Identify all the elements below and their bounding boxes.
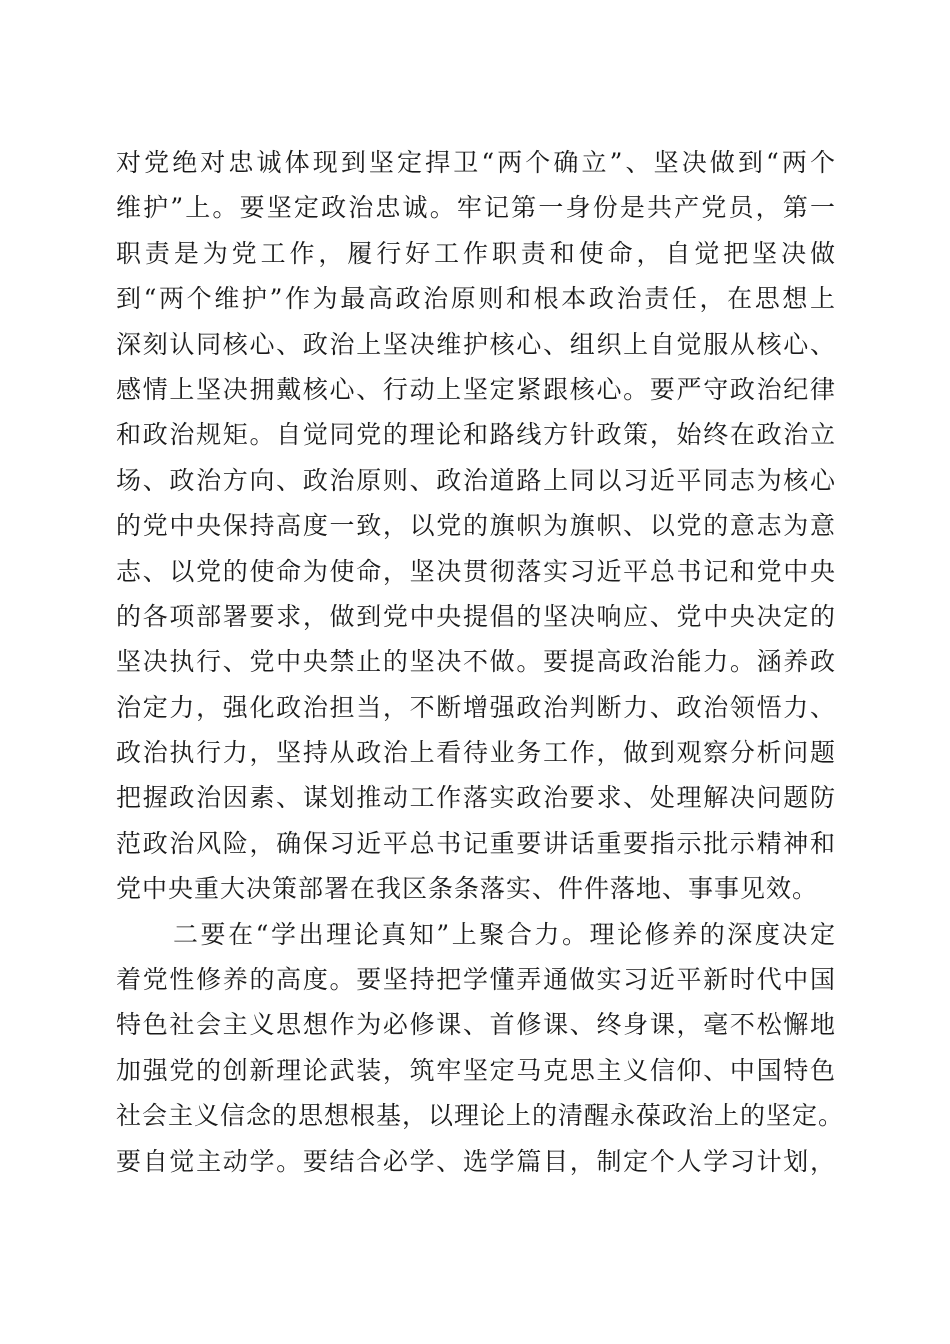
text-line-17: 党中央重大决策部署在我区条条落实、件件落地、事事见效。 [116, 874, 819, 904]
text-line-7: 和政治规矩。自觉同党的理论和路线方针政策，始终在政治立 [116, 420, 836, 450]
text-line-23: 要自觉主动学。要结合必学、选学篇目，制定个人学习计划， [116, 1146, 836, 1176]
text-line-1: 对党绝对忠诚体现到坚定捍卫“两个确立”、坚决做到“两个 [116, 148, 836, 177]
text-line-14: 政治执行力，坚持从政治上看待业务工作，做到观察分析问题 [116, 738, 836, 768]
text-line-16: 范政治风险，确保习近平总书记重要讲话重要指示批示精神和 [116, 828, 836, 858]
text-line-21: 加强党的创新理论武装，筑牢坚定马克思主义信仰、中国特色 [116, 1055, 836, 1085]
text-line-22: 社会主义信念的思想根基，以理论上的清醒永葆政治上的坚定。 [116, 1101, 845, 1131]
text-line-15: 把握政治因素、谋划推动工作落实政治要求、处理解决问题防 [116, 783, 836, 813]
text-line-9: 的党中央保持高度一致，以党的旗帜为旗帜、以党的意志为意 [116, 511, 836, 541]
text-line-4: 到“两个维护”作为最高政治原则和根本政治责任，在思想上 [116, 284, 836, 314]
body-text [116, 140, 845, 1184]
text-line-10: 志、以党的使命为使命，坚决贯彻落实习近平总书记和党中央 [116, 556, 836, 586]
text-line-2: 维护”上。要坚定政治忠诚。牢记第一身份是共产党员，第一 [116, 193, 836, 223]
text-line-11: 的各项部署要求，做到党中央提倡的坚决响应、党中央决定的 [116, 601, 836, 631]
text-line-5: 深刻认同核心、政治上坚决维护核心、组织上自觉服从核心、 [116, 329, 836, 359]
text-line-19: 着党性修养的高度。要坚持把学懂弄通做实习近平新时代中国 [116, 965, 836, 995]
text-line-3: 职责是为党工作，履行好工作职责和使命，自觉把坚决做 [116, 238, 836, 268]
text-line-13: 治定力，强化政治担当，不断增强政治判断力、政治领悟力、 [116, 692, 836, 722]
paragraph-2-first-line: 二要在“学出理论真知”上聚合力。理论修养的深度决定 [173, 919, 836, 949]
text-line-12: 坚决执行、党中央禁止的坚决不做。要提高政治能力。涵养政 [116, 647, 836, 677]
text-line-8: 场、政治方向、政治原则、政治道路上同以习近平同志为核心 [116, 465, 836, 495]
text-line-20: 特色社会主义思想作为必修课、首修课、终身课，毫不松懈地 [116, 1010, 836, 1040]
text-line-6: 感情上坚决拥戴核心、行动上坚定紧跟核心。要严守政治纪律 [116, 374, 836, 404]
